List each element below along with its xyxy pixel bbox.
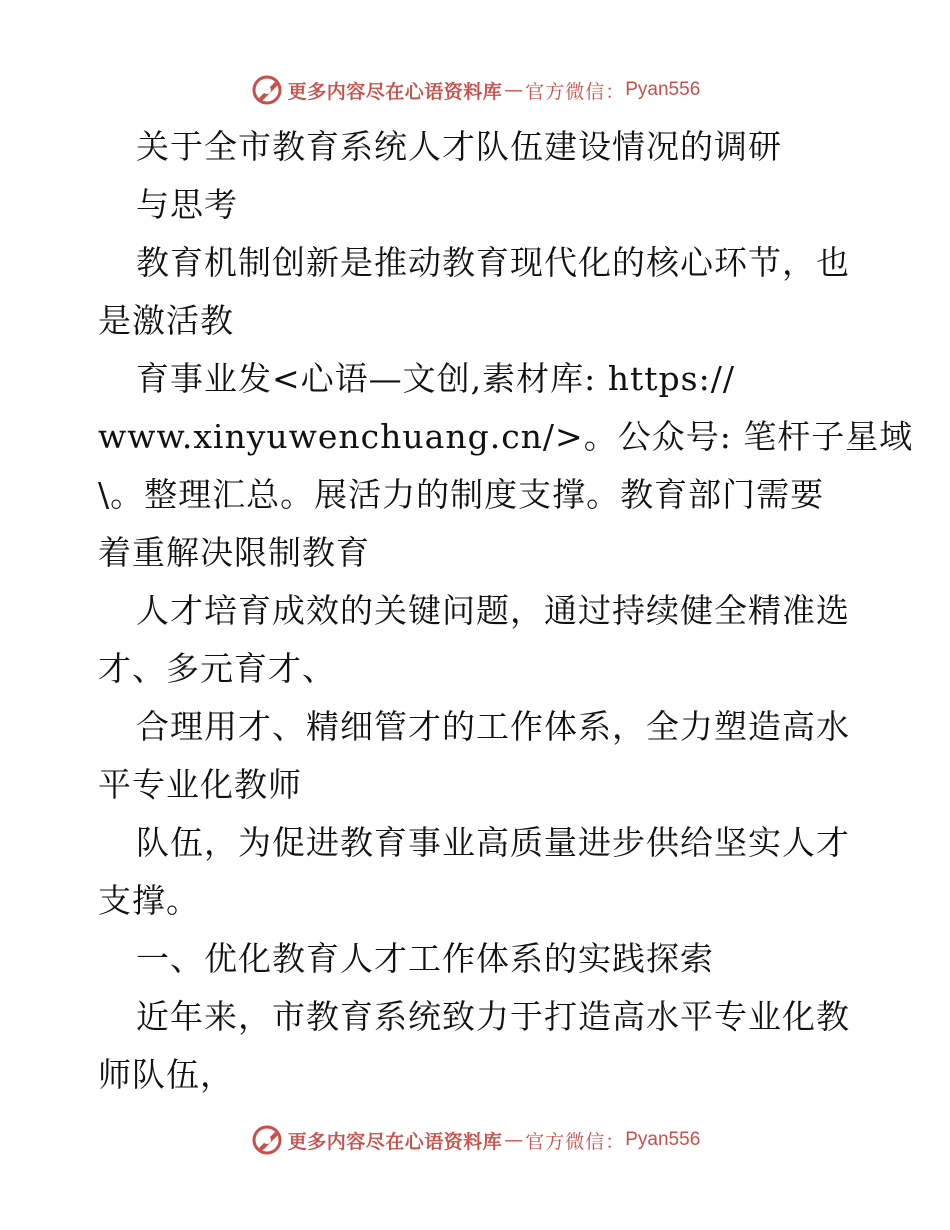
doc-line: www.xinyuwenchuang.cn/>。公众号: 笔杆子星域	[98, 417, 914, 456]
promo-text: 更多内容尽在心语资料库	[287, 80, 503, 103]
doc-line: 才、多元育才、	[98, 649, 336, 688]
wechat-label: 官方微信：	[525, 80, 626, 103]
wechat-label: 官方微信：	[525, 1130, 626, 1153]
pen-seal-icon	[250, 73, 284, 107]
section-heading: 一、优化教育人才工作体系的实践探索	[136, 939, 714, 978]
doc-line: 支撑。	[98, 881, 200, 920]
footer-banner	[0, 1120, 950, 1160]
wechat-id: Pyan556	[625, 1129, 701, 1150]
doc-line: 育事业发<心语—文创,素材库: https://	[136, 359, 735, 398]
pen-seal-icon	[250, 1123, 284, 1157]
doc-line: \。整理汇总。展活力的制度支撑。教育部门需要	[98, 475, 825, 514]
doc-line: 人才培育成效的关键问题，通过持续健全精准选	[136, 591, 850, 630]
banner-dash: —	[504, 79, 524, 101]
header-banner	[0, 70, 950, 110]
doc-line: 师队伍，	[98, 1055, 234, 1094]
doc-line: 队伍，为促进教育事业高质量进步供给坚实人才	[136, 823, 850, 862]
doc-line: 与思考	[136, 185, 238, 224]
banner-dash: —	[504, 1129, 524, 1151]
promo-text: 更多内容尽在心语资料库	[287, 1130, 503, 1153]
document-body	[98, 118, 914, 1104]
doc-line: 教育机制创新是推动教育现代化的核心环节，也	[136, 243, 850, 282]
doc-line: 近年来，市教育系统致力于打造高水平专业化教	[136, 997, 850, 1036]
doc-line: 关于全市教育系统人才队伍建设情况的调研	[136, 127, 782, 166]
doc-line: 着重解决限制教育	[98, 533, 370, 572]
wechat-id: Pyan556	[625, 79, 701, 100]
doc-line: 合理用才、精细管才的工作体系，全力塑造高水	[136, 707, 850, 746]
doc-line: 平专业化教师	[98, 765, 302, 804]
doc-line: 是激活教	[98, 301, 234, 340]
